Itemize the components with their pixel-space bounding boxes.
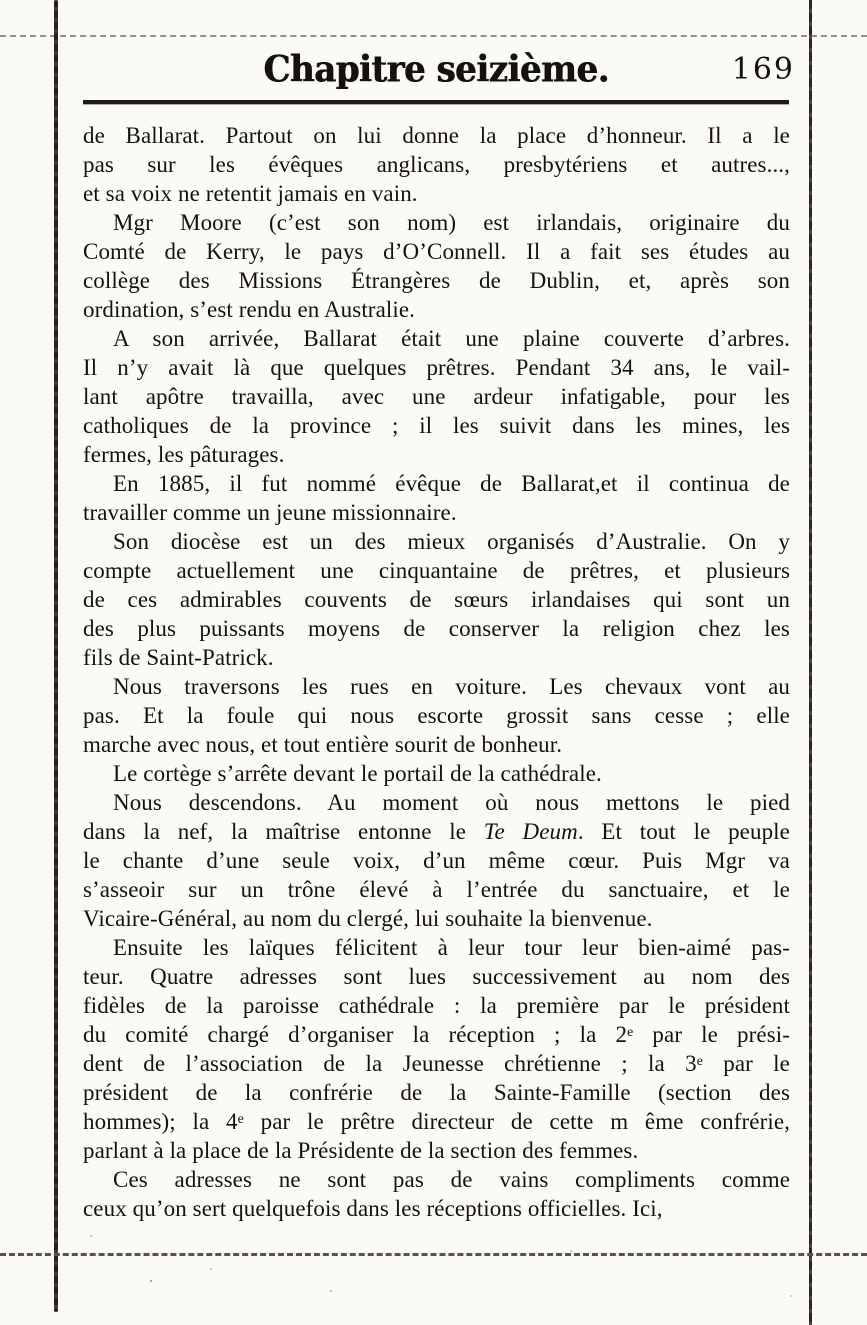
text-line: Il n’y avait là que quelques prêtres. Pendant 34 ans, le vail- [83, 355, 790, 380]
paragraph [83, 933, 790, 1165]
text-line: catholiques de la province ; il les suivit dans les mines, les [83, 413, 790, 438]
text-line: président de la confrérie de la Sainte-Famille (section des [83, 1080, 790, 1105]
text-line: marche avec nous, et tout entière sourit de bonheur. [83, 732, 563, 757]
text-line: En 1885, il fut nommé évêque de Ballarat,et il continua de [113, 471, 790, 496]
text-line: du comité chargé d’organiser la réception ; la 2e par le prési- [83, 1022, 791, 1047]
paragraph [83, 759, 790, 788]
paragraph [83, 121, 790, 208]
left-spine-line [54, 0, 58, 1312]
page-body [83, 121, 790, 1223]
bottom-edge-dashed-line [0, 1253, 867, 1256]
text-line: teur. Quatre adresses sont lues successivement au nom des [83, 964, 790, 989]
text-line: Ensuite les laïques félicitent à leur tour leur bien-aimé pas- [113, 935, 790, 960]
text-line: Ces adresses ne sont pas de vains compliments comme [113, 1167, 790, 1192]
text-line: Mgr Moore (c’est son nom) est irlandais, originaire du [113, 210, 790, 235]
page-header [83, 46, 795, 98]
paragraph [83, 527, 790, 672]
chapter-title: Chapitre seizième. [263, 48, 609, 92]
paragraph [83, 1165, 790, 1223]
text-line: de Ballarat. Partout on lui donne la place d’honneur. Il a le [83, 123, 790, 148]
text-line: dent de l’association de la Jeunesse chrétienne ; la 3e par le [83, 1051, 790, 1076]
paragraph [83, 788, 790, 933]
text-line: s’asseoir sur un trône élevé à l’entrée du sanctuaire, et le [83, 877, 790, 902]
paragraph [83, 324, 790, 469]
text-line: Comté de Kerry, le pays d’O’Connell. Il a fait ses études au [83, 239, 790, 264]
text-line: de ces admirables couvents de sœurs irlandaises qui sont un [83, 587, 790, 612]
text-line: Le cortège s’arrête devant le portail de la cathédrale. [113, 761, 602, 786]
paragraph [83, 208, 790, 324]
text-line: Vicaire-Général, au nom du clergé, lui souhaite la bienvenue. [83, 906, 653, 931]
text-line: le chante d’une seule voix, d’un même cœur. Puis Mgr va [83, 848, 790, 873]
text-line: lant apôtre travailla, avec une ardeur infatigable, pour les [83, 384, 790, 409]
text-line: hommes); la 4e par le prêtre directeur de cette m ême confrérie, [83, 1109, 791, 1134]
text-line: fils de Saint-Patrick. [83, 645, 274, 670]
text-line: compte actuellement une cinquantaine de prêtres, et plusieurs [83, 558, 790, 583]
text-line: dans la nef, la maîtrise entonne le Te Deum. Et tout le peuple [83, 819, 790, 844]
text-line: Son diocèse est un des mieux organisés d’Australie. On y [113, 529, 790, 554]
text-line: Nous traversons les rues en voiture. Les chevaux vont au [113, 674, 790, 699]
text-line: fermes, les pâturages. [83, 442, 285, 467]
text-line: A son arrivée, Ballarat était une plaine couverte d’arbres. [113, 326, 790, 351]
text-line: ceux qu’on sert quelquefois dans les réceptions officielles. Ici, [83, 1196, 663, 1221]
text-line: pas sur les évêques anglicans, presbytériens et autres..., [83, 152, 790, 177]
top-edge-dashed-line [0, 35, 867, 37]
text-line: parlant à la place de la Présidente de la section des femmes. [83, 1138, 639, 1163]
right-edge-line [809, 0, 812, 1325]
text-line: et sa voix ne retentit jamais en vain. [83, 181, 418, 206]
page-number: 169 [731, 52, 795, 87]
text-line: Nous descendons. Au moment où nous mettons le pied [113, 790, 790, 815]
text-line: collège des Missions Étrangères de Dublin, et, après son [83, 268, 790, 293]
scan-speckles [150, 1280, 152, 1282]
paragraph [83, 672, 790, 759]
text-line: pas. Et la foule qui nous escorte grossit sans cesse ; elle [83, 703, 790, 728]
text-line: fidèles de la paroisse cathédrale : la première par le président [83, 993, 790, 1018]
header-rule [83, 100, 789, 104]
paragraph [83, 469, 790, 527]
text-line: ordination, s’est rendu en Australie. [83, 297, 416, 322]
text-line: travailler comme un jeune missionnaire. [83, 500, 457, 525]
text-line: des plus puissants moyens de conserver la religion chez les [83, 616, 790, 641]
